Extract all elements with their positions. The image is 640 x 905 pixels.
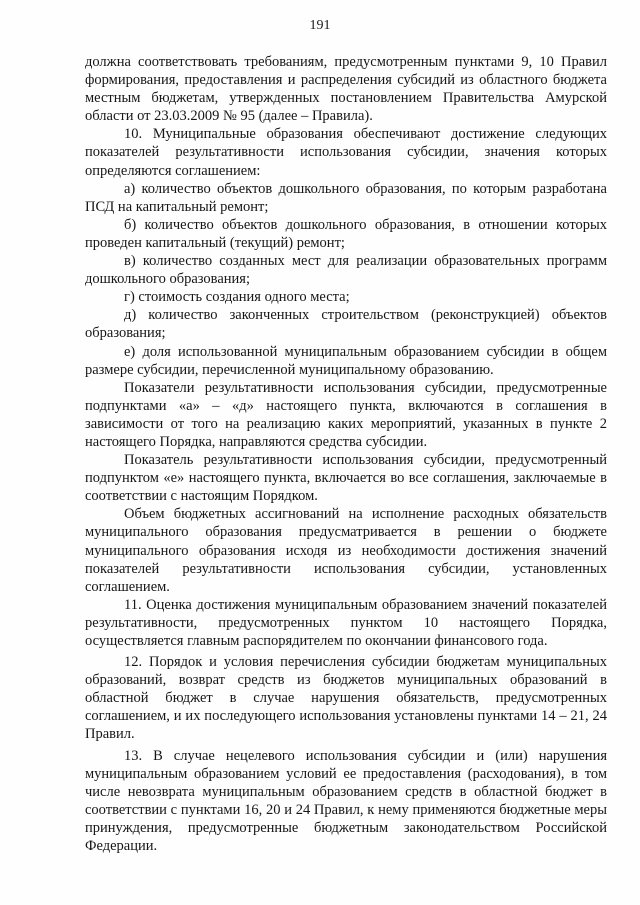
paragraph-item-11: 11. Оценка достижения муниципальным образованием значений показателей результативности, предусмотренных пунктом 10 настоящего Порядка, осуществляется главным распорядителем по окончании финансового года. — [85, 596, 607, 649]
document-body — [85, 53, 607, 855]
paragraph-item-10: 10. Муниципальные образования обеспечивают достижение следующих показателей результативности использования субсидии, значения которых определяются соглашением: — [85, 126, 607, 179]
paragraph-indicators-a-d: Показатели результативности использования субсидии, предусмотренные подпунктами «а» – «д» настоящего пункта, включаются в соглашения в зависимости от того на реализацию каких мероприятий, указанных в пункте 2 настоящего Порядка, направляются средства субсидии. — [85, 379, 607, 450]
subitem-b: б) количество объектов дошкольного образования, в отношении которых проведен капитальный (текущий) ремонт; — [85, 216, 607, 251]
paragraph-item-13: 13. В случае нецелевого использования субсидии и (или) нарушения муниципальным образованием условий ее предоставления (расходования), в том числе невозврата муниципальным образованием средств в областной бюджет в соответствии с пунктами 16, 20 и 24 Правил, к нему применяются бюджетные меры принуждения, предусмотренные бюджетным законодательством Российской Федерации. — [85, 747, 607, 855]
subitem-e: е) доля использованной муниципальным образованием субсидии в общем размере субсидии, перечисленной муниципальному образованию. — [85, 343, 607, 378]
subitem-g: г) стоимость создания одного места; — [124, 289, 350, 306]
paragraph-continuation: должна соответствовать требованиям, предусмотренным пунктами 9, 10 Правил формирования, предоставления и распределения субсидий из областного бюджета местным бюджетам, утвержденных постановлением Правительства Амурской области от 23.03.2009 № 95 (далее – Правила). — [85, 54, 607, 125]
subitem-d: д) количество законченных строительством (реконструкцией) объектов образования; — [85, 307, 607, 342]
paragraph-budget-allocations: Объем бюджетных ассигнований на исполнение расходных обязательств муниципального образования предусматривается в решении о бюджете муниципального образования исходя из необходимости достижения значений показателей результативности использования субсидии, установленных соглашением. — [85, 506, 607, 595]
subitem-v: в) количество созданных мест для реализации образовательных программ дошкольного образования; — [85, 253, 607, 288]
paragraph-item-12: 12. Порядок и условия перечисления субсидии бюджетам муниципальных образований, возврат средств из бюджетов муниципальных образований в областной бюджет в случае нарушения обязательств, предусмотренных соглашением, и их последующего использования установлены пунктами 14 – 21, 24 Правил. — [85, 654, 607, 743]
paragraph-indicator-e: Показатель результативности использования субсидии, предусмотренный подпунктом «е» настоящего пункта, включается во все соглашения, заключаемые в соответствии с настоящим Порядком. — [85, 452, 607, 505]
subitem-a: а) количество объектов дошкольного образования, по которым разработана ПСД на капитальный ремонт; — [85, 180, 607, 215]
page-number: 191 — [309, 18, 331, 33]
